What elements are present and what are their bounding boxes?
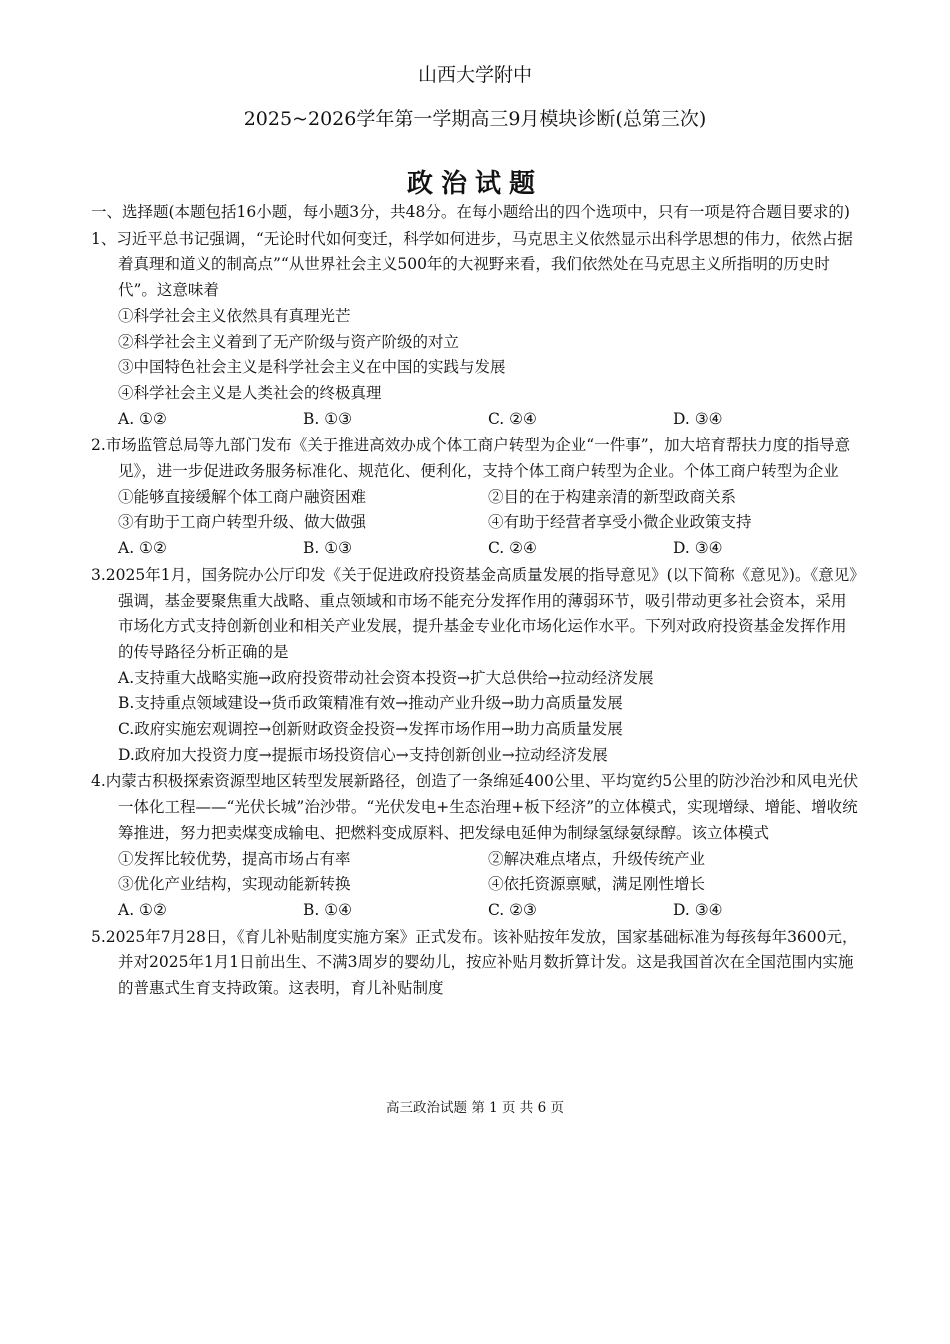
answer-option: A. ①② [118, 900, 167, 919]
exam-content [91, 200, 861, 1002]
answer-option: C. ②④ [488, 409, 537, 428]
answer-option: D. ③④ [673, 409, 723, 428]
answer-option: C. ②④ [488, 539, 537, 558]
question-item: ④依托资源禀赋，满足刚性增长 [488, 875, 706, 894]
exam-title: 政治试题 [406, 169, 543, 199]
question-item: ②目的在于构建亲清的新型政商关系 [488, 487, 737, 506]
answer-option: D. ③④ [673, 900, 723, 919]
question-item: ④有助于经营者享受小微企业政策支持 [488, 513, 752, 532]
question-item: ①科学社会主义依然具有真理光芒 [118, 306, 351, 325]
answer-option: A.支持重大战略实施→政府投资带动社会资本投资→扩大总供给→拉动经济发展 [118, 668, 654, 687]
answer-option: B. ①③ [303, 539, 353, 558]
question-item: ②科学社会主义着到了无产阶级与资产阶级的对立 [118, 332, 460, 351]
question-stem: 1、习近平总书记强调，“无论时代如何变迁，科学如何进步，马克思主义依然显示出科学思想的伟力，依然占据着真理和道义的制高点”“从世界社会主义500年的大视野来看，我们依然处在马克思主义所指明的历史时代”。这意味着 [91, 229, 853, 300]
question-stem: 2.市场监管总局等九部门发布《关于推进高效办成个体工商户转型为企业“一件事”，加大培育帮扶力度的指导意见》，进一步促进政务服务标准化、规范化、便利化，支持个体工商户转型为企业。个体工商户转型为企业 [91, 436, 851, 481]
question-items [91, 847, 861, 898]
question-item: ①能够直接缓解个体工商户融资困难 [118, 487, 367, 506]
school-name: 山西大学附中 [417, 64, 532, 86]
question-item: ③有助于工商户转型升级、做大做强 [118, 513, 367, 532]
answer-options [91, 898, 861, 924]
answer-options [91, 536, 861, 562]
question-1 [91, 227, 861, 433]
question-2 [91, 433, 861, 562]
answer-option: D. ③④ [673, 539, 723, 558]
question-3 [91, 563, 861, 769]
question-4 [91, 769, 861, 923]
answer-option: B. ①④ [303, 900, 353, 919]
page-footer: 高三政治试题 第 1 页 共 6 页 [386, 1100, 564, 1116]
exam-term: 2025~2026学年第一学期高三9月模块诊断(总第三次) [243, 108, 707, 130]
answer-options [91, 407, 861, 433]
question-item: ④科学社会主义是人类社会的终极真理 [118, 383, 382, 402]
answer-option: B.支持重点领域建设→货币政策精准有效→推动产业升级→助力高质量发展 [118, 694, 623, 713]
question-item: ②解决难点堵点，升级传统产业 [488, 849, 706, 868]
answer-option: C. ②③ [488, 900, 537, 919]
question-stem: 5.2025年7月28日，《育儿补贴制度实施方案》正式发布。该补贴按年发放，国家基础标准为每孩每年3600元，并对2025年1月1日前出生、不满3周岁的婴幼儿，按应补贴月数折算计发。这是我国首次在全国范围内实施的普惠式生育支持政策。这表明，育儿补贴制度 [91, 927, 858, 998]
question-item: ③中国特色社会主义是科学社会主义在中国的实践与发展 [118, 358, 506, 377]
answer-option: D.政府加大投资力度→提振市场投资信心→支持创新创业→拉动经济发展 [118, 745, 608, 764]
answer-option: A. ①② [118, 539, 167, 558]
question-item: ①发挥比较优势，提高市场占有率 [118, 849, 351, 868]
question-stem: 3.2025年1月，国务院办公厅印发《关于促进政府投资基金高质量发展的指导意见》(以下简称《意见》)。《意见》强调，基金要聚焦重大战略、重点领域和市场不能充分发挥作用的薄弱环节，吸引带动更多社会资本，采用市场化方式支持创新创业和相关产业发展，提升基金专业化市场化运作水平。下列对政府投资基金发挥作用的传导路径分析正确的是 [91, 565, 857, 661]
question-item: ③优化产业结构，实现动能新转换 [118, 875, 351, 894]
section-intro: 一、选择题(本题包括16小题，每小题3分，共48分。在每小题给出的四个选项中，只有一项是符合题目要求的) [91, 203, 850, 221]
question-items [91, 485, 861, 536]
question-stem: 4.内蒙古积极探索资源型地区转型发展新路径，创造了一条绵延400公里、平均宽约5公里的防沙治沙和风电光伏一体化工程——“光伏长城”治沙带。“光伏发电+生态治理+板下经济”的立体模式，实现增绿、增能、增收统筹推进，努力把卖煤变成输电、把燃料变成原料、把发绿电延伸为制绿氢绿氨绿醇。该立体模式 [91, 772, 859, 842]
answer-option: C.政府实施宏观调控→创新财政资金投资→发挥市场作用→助力高质量发展 [118, 720, 623, 739]
question-5 [91, 925, 861, 1002]
answer-option: A. ①② [118, 409, 167, 428]
answer-option: B. ①③ [303, 409, 353, 428]
